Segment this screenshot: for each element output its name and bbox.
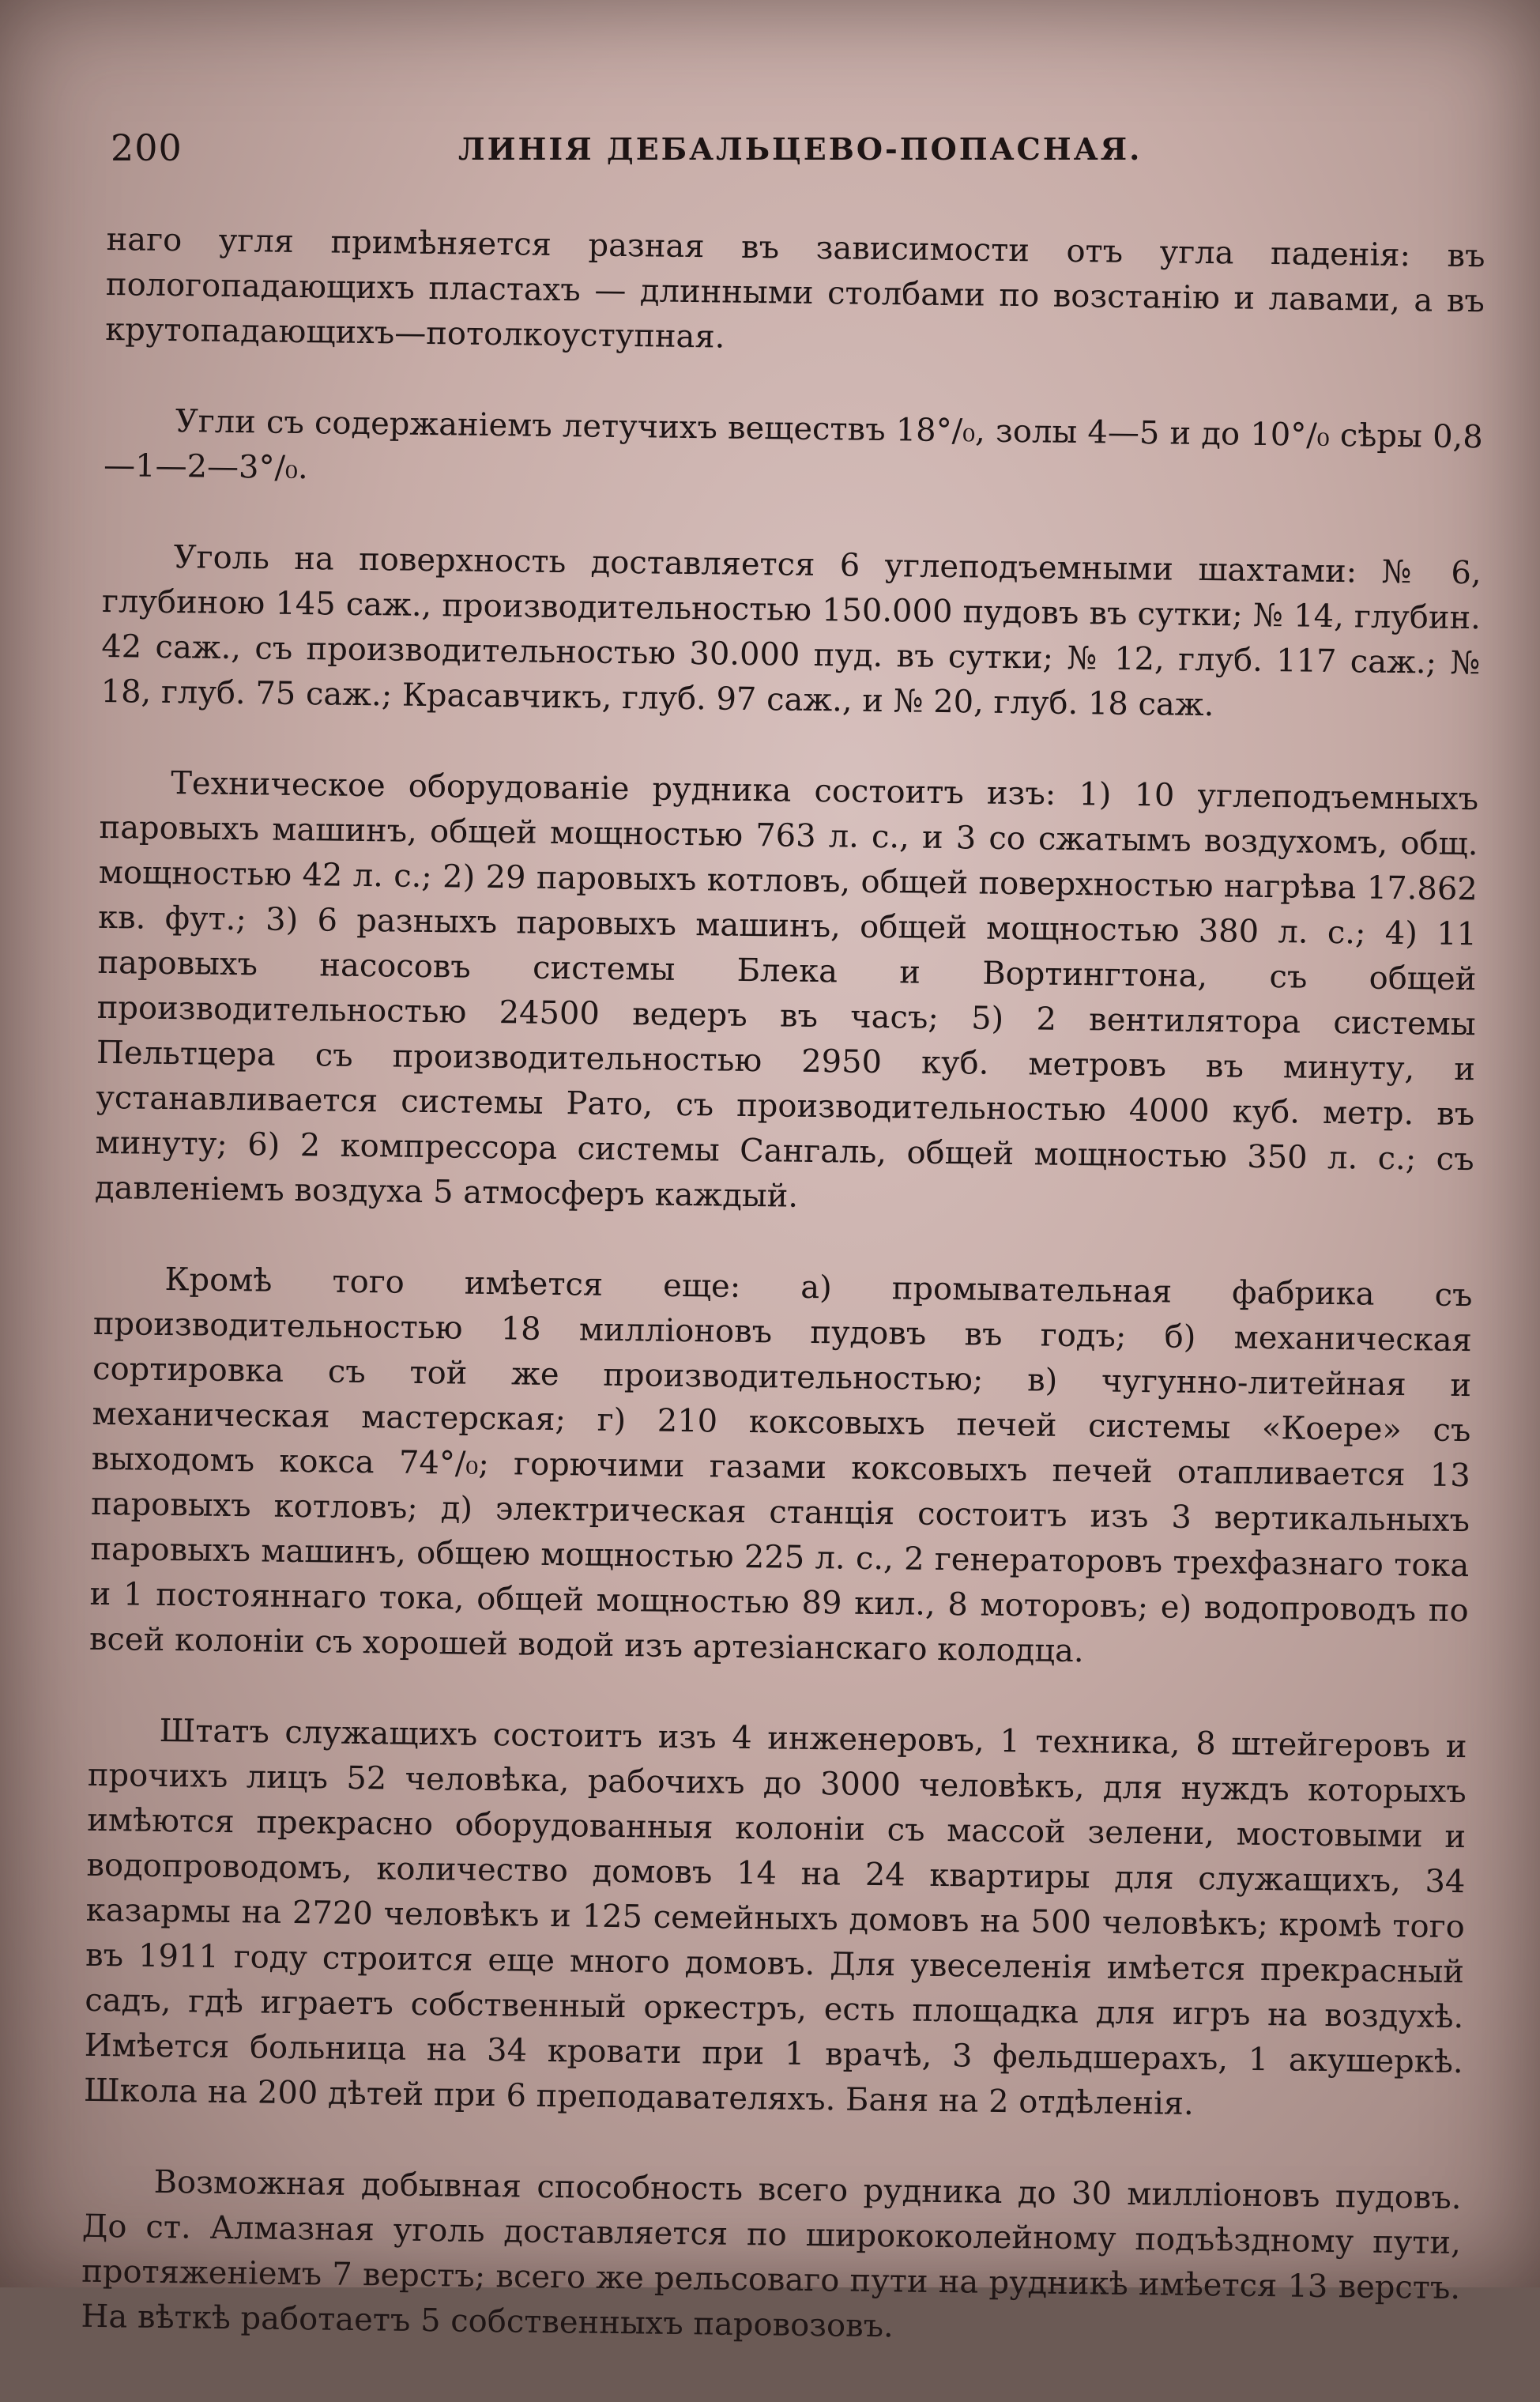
paragraph-staff: Штатъ служащихъ состоитъ изъ 4 инженеровъ, 1 техника, 8 штейгеровъ и прочихъ лицъ 52 человѣка, рабочихъ до 3000 человѣкъ, для нуждъ которыхъ имѣются прекрасно оборудованныя колоніи съ массой зелени, мостовыми и водопроводомъ, количество домовъ 14 на 24 квартиры для служащихъ, 34 казармы на 2720 человѣкъ и 125 семейныхъ домовъ на 500 человѣкъ; кромѣ того въ 1911 году строится еще много домовъ. Для увеселенія имѣется прекрасный садъ, гдѣ играетъ собственный оркестръ, есть площадка для игръ на воздухѣ. Имѣется больница на 34 кровати при 1 врачѣ, 3 фельдшерахъ, 1 акушеркѣ. Школа на 200 дѣтей при 6 преподавателяхъ. Баня на 2 отдѣленія.	[83, 1712, 1467, 2122]
paragraph-coal-composition: Угли съ содержаніемъ летучихъ веществъ 18°/₀, золы 4—5 и до 10°/₀ сѣры 0,8—1—2—3°/₀.	[103, 403, 1484, 487]
paragraph-facilities: Кромѣ того имѣется еще: а) промывательная фабрика съ производительностью 18 милліоновъ пудовъ въ годъ; б) механическая сортировка съ той же производительностью; в) чугунно-литейная и механическая мастерская; г) 210 коксовыхъ печей системы «Коере» съ выходомъ кокса 74°/₀; горючими газами коксовыхъ печей отапливается 13 паровыхъ котловъ; д) электрическая станція состоитъ изъ 3 вертикальныхъ паровыхъ машинъ, общею мощностью 225 л. с., 2 генераторовъ трехфазнаго тока и 1 постояннаго тока, общей мощностью 89 кил., 8 моторовъ; е) водопроводъ по всей колоніи съ хорошей водой изъ артезіанскаго колодца.	[88, 1261, 1473, 1670]
paragraph-capacity: Возможная добывная способность всего рудника до 30 милліоновъ пудовъ. До ст. Алмазная уголь доставляется по ширококолейному подъѣздному пути, протяженіемъ 7 верстъ; всего же рельсоваго пути на рудникѣ имѣется 13 верстъ. На вѣткѣ работаетъ 5 собственныхъ паровозовъ.	[81, 2163, 1462, 2345]
running-title: ЛИНІЯ ДЕБАЛЬЦЕВО-ПОПАСНАЯ.	[458, 131, 1143, 167]
paragraph-coal-mining-method: наго угля примѣняется разная въ зависимости отъ угла паденія: въ пологопадающихъ пластахъ — длинными столбами по возстанію и лавами, а въ крутопадающихъ—потолкоуступная.	[104, 221, 1485, 356]
paragraph-shafts: Уголь на поверхность доставляется 6 углеподъемными шахтами: № 6, глубиною 145 саж., производительностью 150.000 пудовъ въ сутки; № 14, глубин. 42 саж., съ производительностью 30.000 пуд. въ сутки; № 12, глуб. 117 саж.; № 18, глуб. 75 саж.; Красавчикъ, глуб. 97 саж., и № 20, глуб. 18 саж.	[100, 539, 1482, 724]
page-header	[111, 126, 1470, 174]
body-text	[80, 217, 1485, 2402]
paragraph-equipment: Техническое оборудованіе рудника состоитъ изъ: 1) 10 углеподъемныхъ паровыхъ машинъ, общей мощностью 763 л. с., и 3 со сжатымъ воздухомъ, общ. мощностью 42 л. с.; 2) 29 паровыхъ котловъ, общей поверхностью нагрѣва 17.862 кв. фут.; 3) 6 разныхъ паровыхъ машинъ, общей мощностью 380 л. с.; 4) 11 паровыхъ насосовъ системы Блека и Вортингтона, съ общей производительностью 24500 ведеръ въ часъ; 5) 2 вентилятора системы Пельтцера съ производительностью 2950 куб. метровъ въ минуту, и устанавливается системы Рато, съ производительностью 4000 куб. метр. въ минуту; 6) 2 компрессора системы Сангаль, общей мощностью 350 л. с.; съ давленіемъ воздуха 5 атмосферъ каждый.	[94, 765, 1479, 1215]
page-number: 200	[111, 126, 183, 169]
